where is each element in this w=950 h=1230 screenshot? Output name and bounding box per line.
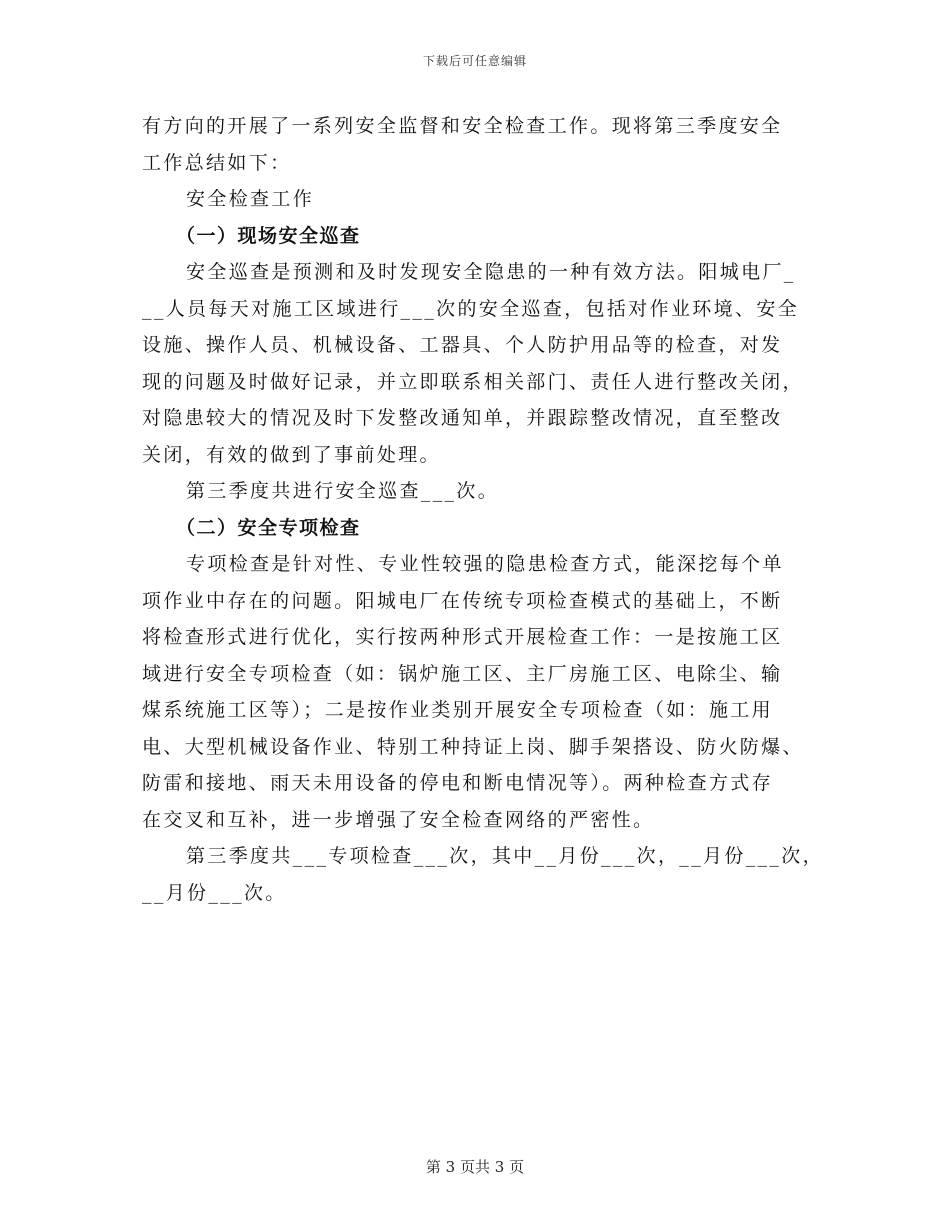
- text-line: 项作业中存在的问题。阳城电厂在传统专项检查模式的基础上，不断: [142, 589, 783, 612]
- text-line: 第三季度共进行安全巡查___次。: [186, 480, 500, 502]
- text-line: __人员每天对施工区域进行___次的安全巡查，包括对作业环境、安全: [142, 297, 800, 320]
- document-body: [142, 108, 824, 911]
- text-line: 电、大型机械设备作业、特别工种持证上岗、脚手架搭设、防火防爆、: [142, 735, 804, 758]
- page-header: 下载后可任意编辑: [422, 54, 527, 68]
- text-line: 工作总结如下：: [142, 151, 292, 174]
- page-footer: 第 3 页共 3 页: [425, 1158, 525, 1176]
- text-line: 安全检查工作: [186, 188, 315, 210]
- text-line: 现的问题及时做好记录，并立即联系相关部门、责任人进行整改关闭，: [142, 370, 804, 393]
- text-line: 有方向的开展了一系列安全监督和安全检查工作。现将第三季度安全: [142, 115, 783, 137]
- text-line: 域进行安全专项检查（如：锅炉施工区、主厂房施工区、电除尘、输: [142, 662, 783, 685]
- text-line: 专项检查是针对性、专业性较强的隐患检查方式，能深挖每个单: [186, 553, 784, 575]
- text-line: 第三季度共___专项检查___次，其中__月份___次，__月份___次，: [186, 845, 824, 867]
- text-line: __月份___次。: [142, 881, 287, 904]
- text-line: 安全巡查是预测和及时发现安全隐患的一种有效方法。阳城电厂_: [186, 261, 796, 283]
- text-line: 关闭，有效的做到了事前处理。: [142, 443, 441, 466]
- text-line: 设施、操作人员、机械设备、工器具、个人防护用品等的检查，对发: [142, 334, 783, 356]
- text-line: 将检查形式进行优化，实行按两种形式开展检查工作：一是按施工区: [142, 626, 783, 648]
- section-heading: （一）现场安全巡查: [176, 224, 361, 247]
- text-line: 对隐患较大的情况及时下发整改通知单，并跟踪整改情况，直至整改: [142, 407, 783, 429]
- text-line: 防雷和接地、雨天未用设备的停电和断电情况等）。两种检查方式存: [142, 772, 774, 794]
- text-line: 煤系统施工区等）；二是按作业类别开展安全专项检查（如：施工用: [142, 699, 774, 721]
- text-line: 在交叉和互补，进一步增强了安全检查网络的严密性。: [142, 808, 655, 831]
- section-heading: （二）安全专项检查: [176, 516, 361, 539]
